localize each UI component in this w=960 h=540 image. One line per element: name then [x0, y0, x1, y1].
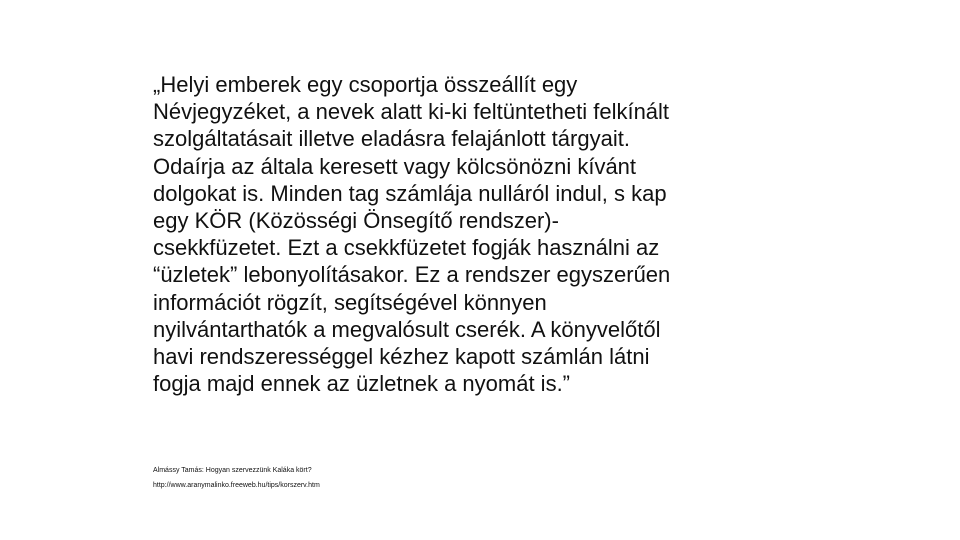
quote-line: nyilvántarthatók a megvalósult cserék. A könyvelőtől	[153, 316, 661, 342]
quote-line: Névjegyzéket, a nevek alatt ki-ki feltüntetheti felkínált	[153, 99, 670, 125]
quote-line: csekkfüzetet. Ezt a csekkfüzetet fogják használni az	[153, 235, 660, 261]
quote-line: információt rögzít, segítségével könnyen	[153, 289, 547, 315]
quote-text	[153, 71, 853, 397]
quote-line: fogja majd ennek az üzletnek a nyomát is.”	[153, 371, 571, 397]
quote-line: “üzletek” lebonyolításakor. Ez a rendszer egyszerűen	[153, 262, 671, 288]
source-citation	[153, 463, 553, 493]
quote-line: egy KÖR (Közösségi Önsegítő rendszer)-	[153, 208, 559, 234]
quote-line: dolgokat is. Minden tag számlája nulláról indul, s kap	[153, 180, 667, 206]
quote-line: Odaírja az általa keresett vagy kölcsönözni kívánt	[153, 153, 637, 179]
source-author-title: Almássy Tamás: Hogyan szervezzünk Kaláka kört?	[153, 467, 312, 474]
quote-line: szolgáltatásait illetve eladásra felajánlott tárgyait.	[153, 126, 630, 152]
source-url: http://www.aranymalinko.freeweb.hu/tips/korszerv.htm	[153, 482, 320, 489]
quote-line: „Helyi emberek egy csoportja összeállít egy	[153, 72, 578, 97]
quote-line: havi rendszerességgel kézhez kapott számlán látni	[153, 344, 650, 370]
